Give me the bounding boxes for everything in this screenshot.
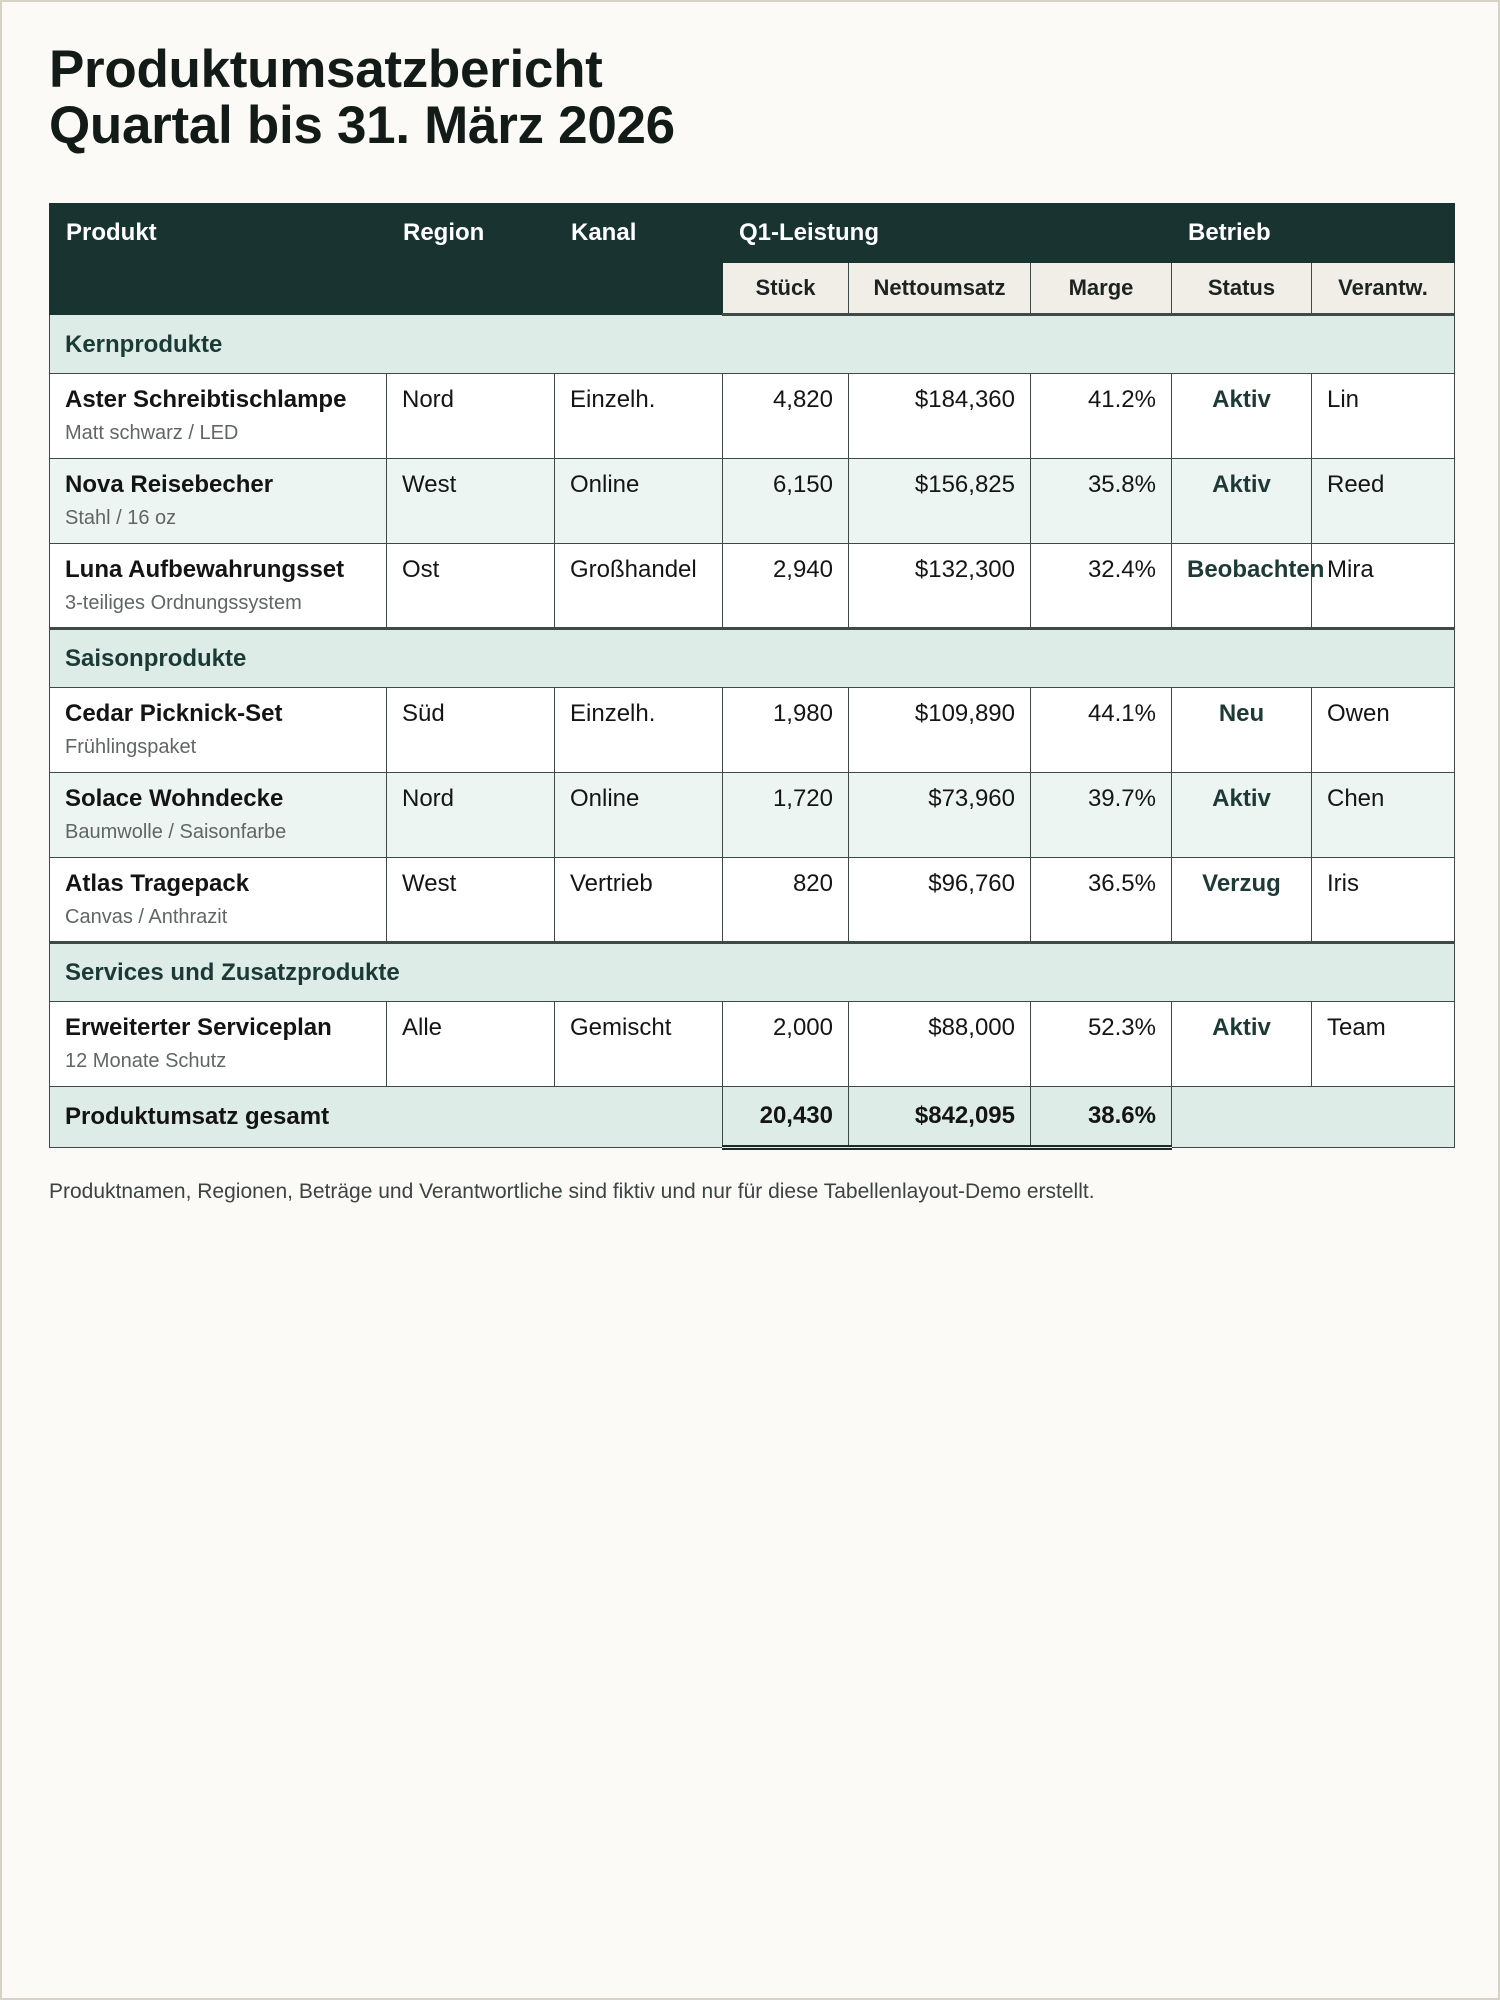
group-row — [50, 943, 1455, 1002]
product-name: Aster Schreibtischlampe — [65, 386, 347, 413]
status-badge: Aktiv — [1172, 1002, 1312, 1087]
total-stueck: 20,430 — [723, 1087, 849, 1148]
page-title — [49, 42, 1454, 154]
header-kanal: Kanal — [555, 204, 723, 315]
report — [49, 42, 1454, 1204]
marge-cell: 44.1% — [1031, 688, 1172, 773]
product-desc: 12 Monate Schutz — [65, 1050, 227, 1072]
header-region: Region — [387, 204, 555, 315]
region-cell: Süd — [387, 688, 555, 773]
kanal-cell: Einzelh. — [555, 688, 723, 773]
product-desc: Baumwolle / Saisonfarbe — [65, 821, 287, 843]
stueck-cell: 1,720 — [723, 773, 849, 858]
product-cell — [50, 544, 387, 629]
kanal-cell: Vertrieb — [555, 858, 723, 943]
kanal-cell: Gemischt — [555, 1002, 723, 1087]
marge-cell: 41.2% — [1031, 374, 1172, 459]
header-produkt: Produkt — [50, 204, 387, 315]
group-row — [50, 315, 1455, 374]
status-badge: Aktiv — [1172, 773, 1312, 858]
status-badge: Aktiv — [1172, 374, 1312, 459]
product-desc: Canvas / Anthrazit — [65, 906, 228, 928]
footnote: Produktnamen, Regionen, Beträge und Verantwortliche sind fiktiv und nur für diese Tabellenlayout-Demo erstellt. — [49, 1180, 1095, 1203]
owner-cell: Chen — [1312, 773, 1455, 858]
product-name: Nova Reisebecher — [65, 471, 274, 498]
umsatz-cell: $88,000 — [849, 1002, 1031, 1087]
kanal-cell: Online — [555, 459, 723, 544]
status-badge: Aktiv — [1172, 459, 1312, 544]
product-desc: Matt schwarz / LED — [65, 422, 239, 444]
marge-cell: 32.4% — [1031, 544, 1172, 629]
title-line-1: Produktumsatzbericht — [49, 40, 603, 99]
product-name: Luna Aufbewahrungsset — [65, 556, 345, 583]
group-label: Services und Zusatzprodukte — [50, 943, 1455, 1002]
header-nettoumsatz: Nettoumsatz — [849, 263, 1031, 315]
marge-cell: 39.7% — [1031, 773, 1172, 858]
product-name: Erweiterter Serviceplan — [65, 1014, 332, 1041]
header-q1-leistung: Q1-Leistung — [723, 204, 1172, 263]
product-desc: Frühlingspaket — [65, 736, 197, 758]
table-row — [50, 858, 1455, 943]
product-cell — [50, 1002, 387, 1087]
umsatz-cell: $132,300 — [849, 544, 1031, 629]
region-cell: West — [387, 459, 555, 544]
title-line-2: Quartal bis 31. März 2026 — [49, 96, 675, 155]
umsatz-cell: $156,825 — [849, 459, 1031, 544]
header-status: Status — [1172, 263, 1312, 315]
region-cell: Ost — [387, 544, 555, 629]
umsatz-cell: $184,360 — [849, 374, 1031, 459]
table-row — [50, 459, 1455, 544]
table-row — [50, 688, 1455, 773]
table-row — [50, 374, 1455, 459]
kanal-cell: Online — [555, 773, 723, 858]
header-marge: Marge — [1031, 263, 1172, 315]
stueck-cell: 1,980 — [723, 688, 849, 773]
group-label: Kernprodukte — [50, 315, 1455, 374]
product-name: Solace Wohndecke — [65, 785, 284, 812]
table-row — [50, 1002, 1455, 1087]
umsatz-cell: $109,890 — [849, 688, 1031, 773]
region-cell: Nord — [387, 773, 555, 858]
total-row — [50, 1087, 1455, 1148]
header-verantw: Verantw. — [1312, 263, 1455, 315]
table-header — [50, 204, 1455, 315]
total-label: Produktumsatz gesamt — [50, 1087, 723, 1148]
kanal-cell: Großhandel — [555, 544, 723, 629]
kanal-cell: Einzelh. — [555, 374, 723, 459]
stueck-cell: 6,150 — [723, 459, 849, 544]
product-cell — [50, 773, 387, 858]
stueck-cell: 820 — [723, 858, 849, 943]
marge-cell: 52.3% — [1031, 1002, 1172, 1087]
product-cell — [50, 374, 387, 459]
stueck-cell: 4,820 — [723, 374, 849, 459]
table-body — [50, 315, 1455, 1148]
table-row — [50, 773, 1455, 858]
status-badge: Beobachten — [1172, 544, 1312, 629]
total-empty — [1172, 1087, 1455, 1148]
marge-cell: 36.5% — [1031, 858, 1172, 943]
group-row — [50, 629, 1455, 688]
header-stueck: Stück — [723, 263, 849, 315]
header-betrieb: Betrieb — [1172, 204, 1455, 263]
owner-cell: Iris — [1312, 858, 1455, 943]
product-desc: 3-teiliges Ordnungssystem — [65, 592, 302, 614]
product-cell — [50, 858, 387, 943]
stueck-cell: 2,940 — [723, 544, 849, 629]
region-cell: Nord — [387, 374, 555, 459]
total-marge: 38.6% — [1031, 1087, 1172, 1148]
owner-cell: Owen — [1312, 688, 1455, 773]
umsatz-cell: $73,960 — [849, 773, 1031, 858]
product-cell — [50, 688, 387, 773]
total-umsatz: $842,095 — [849, 1087, 1031, 1148]
owner-cell: Reed — [1312, 459, 1455, 544]
group-label: Saisonprodukte — [50, 629, 1455, 688]
product-name: Cedar Picknick-Set — [65, 700, 283, 727]
product-name: Atlas Tragepack — [65, 870, 250, 897]
owner-cell: Mira — [1312, 544, 1455, 629]
owner-cell: Team — [1312, 1002, 1455, 1087]
marge-cell: 35.8% — [1031, 459, 1172, 544]
product-desc: Stahl / 16 oz — [65, 507, 177, 529]
status-badge: Neu — [1172, 688, 1312, 773]
sales-table — [49, 203, 1455, 1150]
region-cell: Alle — [387, 1002, 555, 1087]
owner-cell: Lin — [1312, 374, 1455, 459]
umsatz-cell: $96,760 — [849, 858, 1031, 943]
table-row — [50, 544, 1455, 629]
product-cell — [50, 459, 387, 544]
stueck-cell: 2,000 — [723, 1002, 849, 1087]
region-cell: West — [387, 858, 555, 943]
status-badge: Verzug — [1172, 858, 1312, 943]
